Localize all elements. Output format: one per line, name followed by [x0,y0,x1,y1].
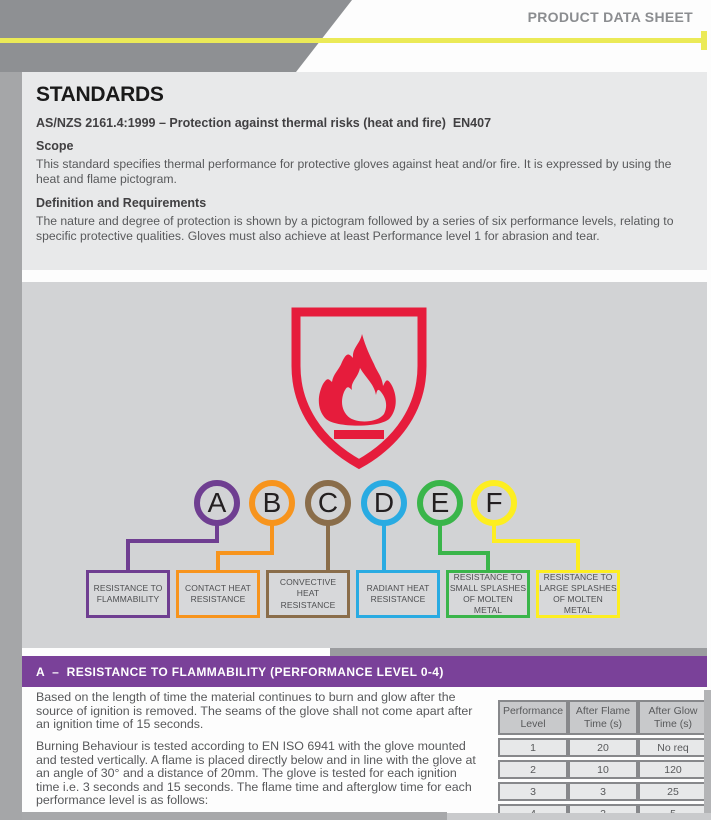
level-circle-a [194,480,240,526]
level-circle-d [361,480,407,526]
level-letter: A [207,487,227,518]
label-text: CONVECTIVE HEAT RESISTANCE [279,577,337,610]
table-cell: 20 [568,738,638,757]
level-circle-c [305,480,351,526]
level-letter: B [262,487,282,518]
table-row [498,738,708,757]
table-cell: 3 [498,782,568,801]
level-letter: E [430,487,450,518]
page-title: PRODUCT DATA SHEET [527,9,693,25]
left-edge-strip [0,0,22,820]
connector-e [440,525,488,572]
connector-a [128,525,217,572]
section-a-body [36,691,480,816]
label-text: RESISTANCE TO LARGE SPLASHES OF MOLTEN METAL [539,571,617,616]
table-header-cell: After Flame Time (s) [568,700,638,735]
table-row [498,760,708,779]
table-header-row [498,700,708,735]
label-box-convective-heat [266,570,350,618]
accent-line [0,38,707,43]
label-box-radiant-heat [356,570,440,618]
performance-table [498,697,708,820]
table-cell: 2 [498,760,568,779]
section-a-header-label: A – RESISTANCE TO FLAMMABILITY (PERFORMANCE LEVEL 0-4) [36,664,444,679]
definition-text: The nature and degree of protection is shown by a pictogram followed by a series of six performance levels, relating to specific protective qualities. Gloves must also achieve at least Performance level 1 for abrasion and tear. [36,213,674,243]
table-cell: No req [638,738,708,757]
table-header-cell: After Glow Time (s) [638,700,708,735]
section-a-header-bar [22,656,707,687]
scope-text: This standard specifies thermal performance for protective gloves against heat and/or fire. It is expressed by using the heat and flame pictogram. [36,157,672,186]
level-letter: D [373,487,395,518]
bottom-strip-right [447,813,711,820]
panel-shadow [330,648,707,656]
table-row [498,782,708,801]
table-cell: 25 [638,782,708,801]
label-box-flammability [86,570,170,618]
label-box-large-splashes [536,570,620,618]
definition-heading: Definition and Requirements [36,195,207,210]
label-text: RESISTANCE TO SMALL SPLASHES OF MOLTEN METAL [449,571,527,616]
level-letter: F [485,487,503,518]
table-cell: 3 [568,782,638,801]
standards-heading: STANDARDS [36,83,164,106]
label-box-small-splashes [446,570,530,618]
accent-line-endcap [701,31,707,50]
label-text: RESISTANCE TO FLAMMABILITY [93,582,163,604]
label-box-contact-heat [176,570,260,618]
level-circle-f [471,480,517,526]
right-edge-strip [704,690,711,820]
label-text: CONTACT HEAT RESISTANCE [185,582,251,604]
table-cell: 10 [568,760,638,779]
heat-flame-pictogram-panel [22,282,707,648]
level-circle-b [249,480,295,526]
connector-f [494,525,578,572]
scope-heading: Scope [36,139,74,153]
table-cell: 120 [638,760,708,779]
table-cell: 1 [498,738,568,757]
level-letter: C [317,487,339,518]
top-banner-shape [0,0,352,72]
label-text: RADIANT HEAT RESISTANCE [366,582,430,604]
connector-b [218,525,272,572]
table-header-cell: Performance Level [498,700,568,735]
standard-reference: AS/NZS 2161.4:1999 – Protection against thermal risks (heat and fire) EN407 [36,116,492,130]
level-circle-e [417,480,463,526]
bottom-strip-left [22,812,447,820]
section-a-paragraph: Burning Behaviour is tested according to EN ISO 6941 with the glove mounted and tested vertically. A flame is placed directly below and in line with the glove at an angle of 30° and a distance of 20mm. The glove is tested for each ignition time i.e. 3 seconds and 15 seconds. The flame time and afterglow time for each performance level is as follows: [36,738,476,808]
section-a-paragraph: Based on the length of time the material continues to burn and glow after the source of ignition is removed. The seams of the glove shall not come apart after an ignition time of 15 seconds. [36,690,473,732]
standards-panel [22,72,707,270]
